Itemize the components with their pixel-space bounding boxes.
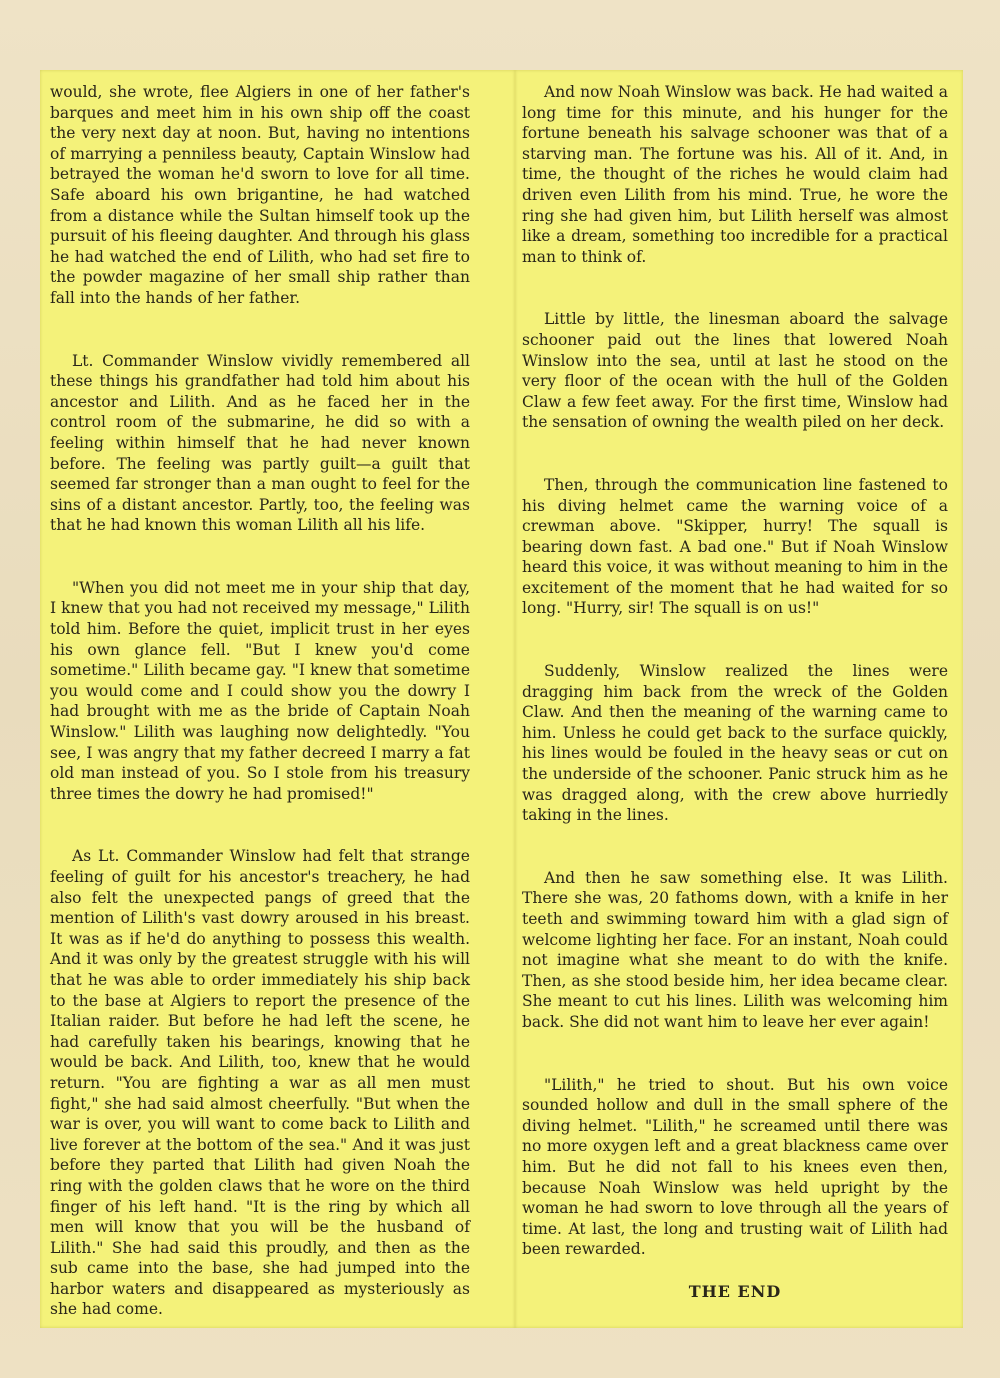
left-paragraph-3: "When you did not meet me in your ship that day, I knew that you had not received my message," Lilith told him. Before the quiet, implicit trust in her eyes his own glance fell. "But I knew you'd come sometime." Lilith became gay. "I knew that sometime you would come and I could show you the dowry I had brought with me as the bride of Captain Noah Winslow." Lilith was laughing now delightedly. "You see, I was angry that my father decreed I marry a fat old man instead of you. So I stole from his treasury three times the dowry he had promised!" [50,578,470,803]
right-paragraph-4: Suddenly, Winslow realized the lines were dragging him back from the wreck of the Golden Claw. And then the meaning of the warning came to him. Unless he could get back to the surface quickly, his lines would be fouled in the heavy seas or cut on the underside of the schooner. Panic struck him as he was dragged along, with the crew above hurriedly taking in the lines. [522,662,948,825]
left-paragraph-1: would, she wrote, flee Algiers in one of her father's barques and meet him in his own ship off the coast the very next day at noon. But, having no intentions of marrying a penniless beauty, Captain Winslow had betrayed the woman he'd sworn to love for all time. Safe aboard his own brigantine, he had watched from a distance while the Sultan himself took up the pursuit of his fleeing daughter. And through his glass he had watched the end of Lilith, who had set fire to the powder magazine of her small ship rather than fall into the hands of her father. [50,83,470,307]
left-paragraph-2: Lt. Commander Winslow vividly remembered all these things his grandfather had told him about his ancestor and Lilith. And as he faced her in the control room of the submarine, he did so with a feeling within himself that he had never known before. The feeling was partly guilt—a guilt that seemed far stronger than a man ought to feel for the sins of a distant ancestor. Partly, too, the feeling was that he had known this woman Lilith all his life. [50,351,470,535]
the-end-label: THE END [688,1281,782,1301]
right-text-column [522,82,948,1303]
right-paragraph-3: Then, through the communication line fastened to his diving helmet came the warning voice of a crewman above. "Skipper, hurry! The squall is bearing down fast. A bad one." But if Noah Winslow heard this voice, it was without meaning to him in the excitement of the moment that he had waited for so long. "Hurry, sir! The squall is on us!" [522,475,948,618]
right-paragraph-2: Little by little, the linesman aboard the salvage schooner paid out the lines that lowered Noah Winslow into the sea, until at last he stood on the very floor of the ocean with the hull of the Golden Claw a few feet away. For the first time, Winslow had the sensation of owning the wealth piled on her deck. [522,310,948,432]
left-paragraph-4: As Lt. Commander Winslow had felt that strange feeling of guilt for his ancestor's treachery, he had also felt the unexpected pangs of greed that the mention of Lilith's vast dowry aroused in his breast. It was as if he'd do anything to possess this wealth. And it was only by the greatest struggle with his will that he was able to order immediately his ship back to the base at Algiers to report the presence of the Italian raider. But before he had left the scene, he had carefully taken his bearings, knowing that he would be back. And Lilith, too, knew that he would return. "You are fighting a war as all men must fight," she had said almost cheerfully. "But when the war is over, you will want to come back to Lilith and live forever at the bottom of the sea." And it was just before they parted that Lilith had given Noah the ring with the golden claws that he wore on the third finger of his left hand. "It is the ring by which all men will know that you will be the husband of Lilith." She had said this proudly, and then as the sub came into the base, she had jumped into the harbor waters and disappeared as mysteriously as she had come. [50,847,470,1319]
right-paragraph-5: And then he saw something else. It was Lilith. There she was, 20 fathoms down, with a knife in her teeth and swimming toward him with a glad sign of welcome lighting her face. For an instant, Noah could not imagine what she meant to do with the knife. Then, as she stood beside him, her idea became clear. She meant to cut his lines. Lilith was welcoming him back. She did not want him to leave her ever again! [522,868,948,1031]
right-paragraph-6: "Lilith," he tried to shout. But his own voice sounded hollow and dull in the small sphere of the diving helmet. "Lilith," he screamed until there was no more oxygen left and a great blackness came over him. But he did not fall to his knees even then, because Noah Winslow was held upright by the woman he had sworn to love through all the years of time. At last, the long and trusting wait of Lilith had been rewarded. [522,1075,948,1259]
left-text-column [50,82,470,1320]
right-paragraph-1: And now Noah Winslow was back. He had waited a long time for this minute, and his hunger for the fortune beneath his salvage schooner was that of a starving man. The fortune was his. All of it. And, in time, the thought of the riches he would claim had driven even Lilith from his mind. True, he wore the ring she had given him, but Lilith herself was almost like a dream, something too incredible for a practical man to think of. [522,83,948,266]
